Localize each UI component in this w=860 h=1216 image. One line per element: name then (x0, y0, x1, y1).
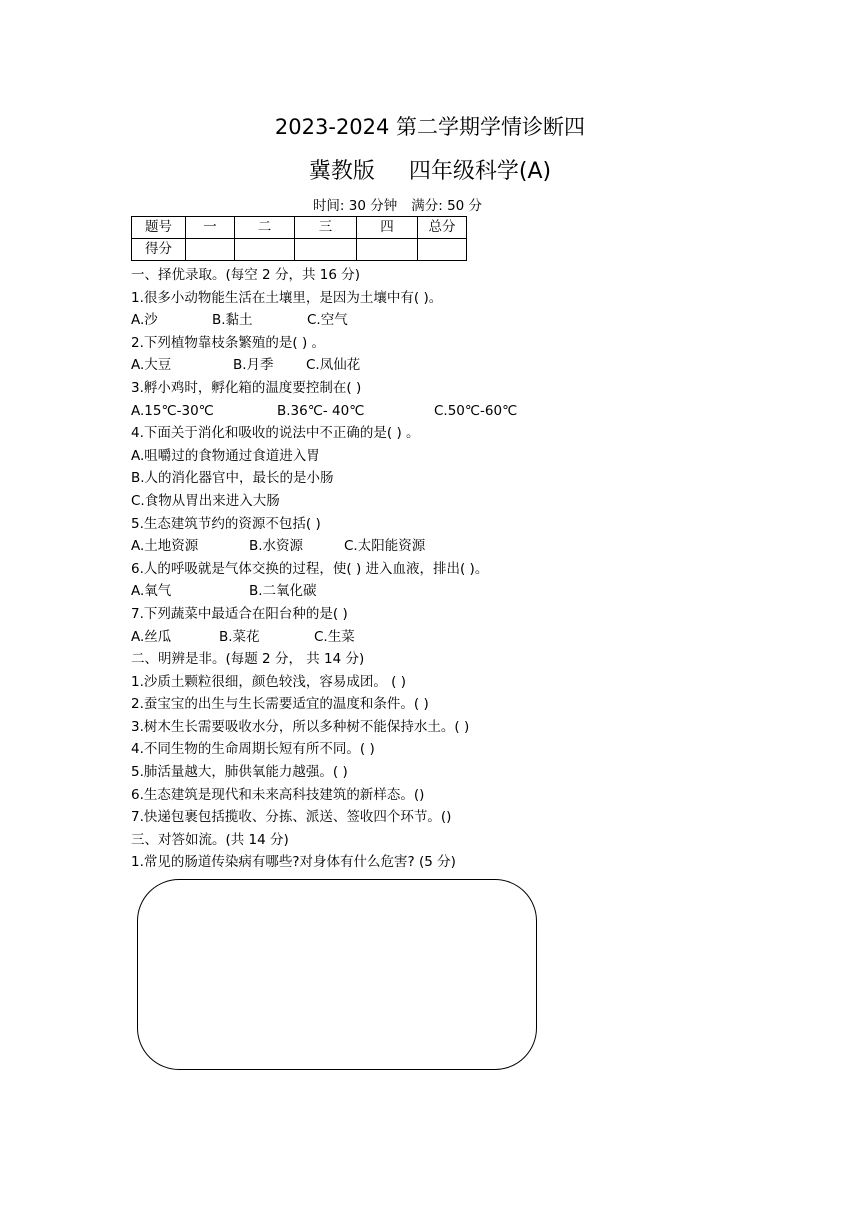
option-row (131, 354, 831, 377)
score-row-label: 得分 (132, 239, 186, 261)
question-stem: 7.下列蔬菜中最适合在阳台种的是( ) (131, 605, 348, 622)
option-row (131, 309, 831, 332)
option: B.月季 (233, 357, 274, 374)
judgement-item: 5.肺活量越大，肺供氧能力越强。( ) (131, 764, 348, 781)
option-row (131, 535, 831, 558)
option: B.36℃- 40℃ (277, 402, 365, 419)
question-stem: 6.人的呼吸就是气体交换的过程，使( ) 进入血液，排出( )。 (131, 560, 489, 577)
section-heading: 一、择优录取。(每空 2 分，共 16 分) (131, 267, 360, 283)
option: B.人的消化器官中，最长的是小肠 (131, 470, 334, 487)
option: C.生菜 (314, 628, 355, 645)
option: A.沙 (131, 312, 158, 329)
question-stem: 3.孵小鸡时，孵化箱的温度要控制在( ) (131, 379, 362, 396)
score-table-cell: 一 (186, 217, 235, 239)
score-table-cell: 题号 (132, 217, 186, 239)
option: B.水资源 (249, 538, 304, 555)
judgement-item: 7.快递包裹包括揽收、分拣、派送、签收四个环节。() (131, 809, 452, 826)
grade-subject-label: 四年级科学(A) (408, 159, 552, 184)
option: A.氧气 (131, 583, 172, 600)
question-stem: 1.常见的肠道传染病有哪些?对身体有什么危害? (5 分) (131, 854, 456, 871)
option: A.大豆 (131, 357, 172, 374)
option: C.太阳能资源 (344, 538, 426, 555)
full-score-label: 满分: 50 分 (411, 198, 483, 214)
answer-box[interactable] (137, 879, 537, 1070)
score-table-cell: 总分 (418, 217, 467, 239)
option-row (131, 626, 831, 649)
question-stem: 2.下列植物靠枝条繁殖的是( ) 。 (131, 334, 325, 351)
edition-label: 冀教版 (308, 159, 375, 184)
option: B.菜花 (219, 628, 260, 645)
question-stem: 4.下面关于消化和吸收的说法中不正确的是( ) 。 (131, 425, 420, 442)
option: A.丝瓜 (131, 628, 172, 645)
score-entry-cell[interactable] (418, 239, 467, 261)
time-and-score-line (0, 196, 795, 216)
score-table-cell: 三 (295, 217, 357, 239)
option: C.凤仙花 (306, 357, 361, 374)
option: B.黏土 (212, 312, 253, 329)
question-stem: 5.生态建筑节约的资源不包括( ) (131, 515, 321, 532)
judgement-item: 3.树木生长需要吸收水分，所以多种树不能保持水土。( ) (131, 718, 470, 735)
section-heading: 二、明辨是非。(每题 2 分， 共 14 分) (131, 651, 365, 668)
score-entry-cell[interactable] (295, 239, 357, 261)
judgement-item: 6.生态建筑是现代和未来高科技建筑的新样态。() (131, 786, 425, 803)
time-label: 时间: 30 分钟 (312, 198, 398, 214)
score-entry-cell[interactable] (357, 239, 418, 261)
option: C.食物从胃出来进入大肠 (131, 492, 280, 509)
option: A.15℃-30℃ (131, 402, 214, 419)
score-table-cell: 四 (357, 217, 418, 239)
exam-content (131, 264, 831, 874)
option: B.二氧化碳 (249, 583, 317, 600)
judgement-item: 1.沙质土颗粒很细，颜色较浅，容易成团。 ( ) (131, 673, 406, 690)
question-stem: 1.很多小动物能生活在土壤里，是因为土壤中有( )。 (131, 289, 443, 306)
option-row (131, 400, 831, 423)
judgement-item: 4.不同生物的生命周期长短有所不同。( ) (131, 741, 375, 758)
exam-title: 2023-2024 第二学期学情诊断四 (274, 115, 586, 139)
option: C.50℃-60℃ (434, 402, 518, 419)
score-entry-cell[interactable] (235, 239, 295, 261)
option: C.空气 (307, 312, 348, 329)
score-table-header-row (132, 217, 467, 239)
score-table (131, 216, 467, 261)
score-entry-cell[interactable] (186, 239, 235, 261)
option-row (131, 580, 831, 603)
judgement-item: 2.蚕宝宝的出生与生长需要适宜的温度和条件。( ) (131, 696, 429, 713)
score-table-score-row (132, 239, 467, 261)
option: A.咀嚼过的食物通过食道进入胃 (131, 447, 320, 464)
section-heading: 三、对答如流。(共 14 分) (131, 831, 289, 848)
score-table-cell: 二 (235, 217, 295, 239)
option: A.土地资源 (131, 538, 199, 555)
exam-subtitle (0, 156, 860, 188)
